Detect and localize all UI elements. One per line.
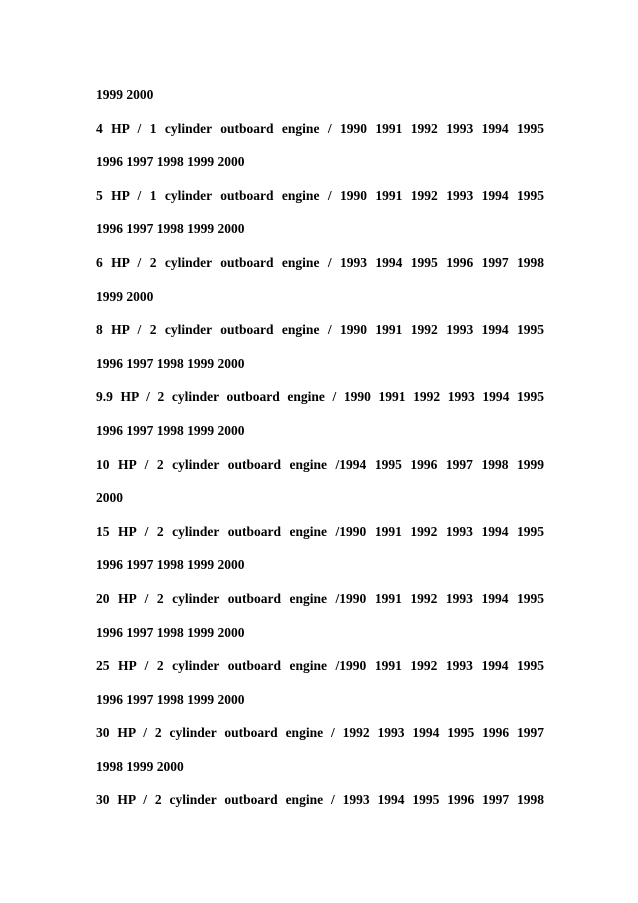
text-line: 20 HP / 2 cylinder outboard engine /1990 1991 1992 1993 1994 1995 [96, 590, 544, 606]
text-line: 6 HP / 2 cylinder outboard engine / 1993 1994 1995 1996 1997 1998 [96, 254, 544, 270]
text-line: 5 HP / 1 cylinder outboard engine / 1990 1991 1992 1993 1994 1995 [96, 187, 544, 203]
text-line: 1999 2000 [96, 87, 154, 102]
text-line: 10 HP / 2 cylinder outboard engine /1994 1995 1996 1997 1998 1999 [96, 456, 544, 472]
text-line: 15 HP / 2 cylinder outboard engine /1990 1991 1992 1993 1994 1995 [96, 523, 544, 539]
text-line: 2000 [96, 490, 123, 506]
text-line: 1999 2000 [96, 288, 154, 304]
text-line: 8 HP / 2 cylinder outboard engine / 1990 1991 1992 1993 1994 1995 [96, 322, 544, 338]
text-line: 30 HP / 2 cylinder outboard engine / 1992 1993 1994 1995 1996 1997 [96, 725, 544, 741]
text-line: 30 HP / 2 cylinder outboard engine / 1993 1994 1995 1996 1997 1998 [96, 792, 544, 808]
engine-year-list [96, 84, 544, 823]
text-line: 1996 1997 1998 1999 2000 [96, 624, 245, 640]
text-line: 1996 1997 1998 1999 2000 [96, 691, 245, 707]
text-line: 1996 1997 1998 1999 2000 [96, 154, 245, 170]
text-line: 9.9 HP / 2 cylinder outboard engine / 1990 1991 1992 1993 1994 1995 [96, 389, 544, 405]
text-line: 1996 1997 1998 1999 2000 [96, 355, 245, 371]
text-line: 1996 1997 1998 1999 2000 [96, 221, 245, 237]
text-line: 1998 1999 2000 [96, 758, 184, 774]
text-line: 25 HP / 2 cylinder outboard engine /1990 1991 1992 1993 1994 1995 [96, 658, 544, 674]
text-line: 4 HP / 1 cylinder outboard engine / 1990 1991 1992 1993 1994 1995 [96, 120, 544, 136]
text-line: 1996 1997 1998 1999 2000 [96, 422, 245, 438]
text-line: 1996 1997 1998 1999 2000 [96, 557, 245, 573]
